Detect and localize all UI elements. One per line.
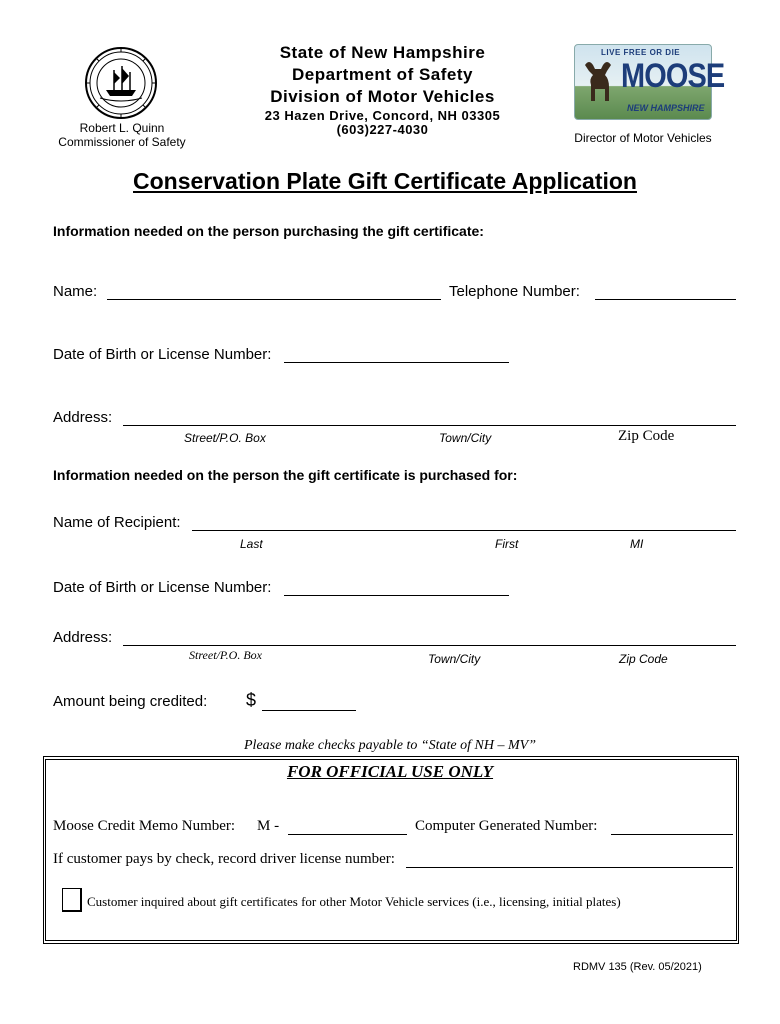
recipient-address-label: Address: xyxy=(53,629,113,646)
purchaser-zip-caption: Zip Code xyxy=(618,428,675,444)
recipient-name-label: Name of Recipient: xyxy=(53,514,181,531)
commissioner-title: Commissioner of Safety xyxy=(58,135,186,149)
purchaser-phone-field[interactable] xyxy=(595,299,736,300)
memo-label: Moose Credit Memo Number: xyxy=(53,818,236,834)
dollar-sign: $ xyxy=(246,690,257,710)
header-department: Department of Safety xyxy=(292,65,473,84)
moose-plate-image xyxy=(574,44,725,120)
plate-main-text: MOOSE xyxy=(621,57,725,95)
form-id: RDMV 135 (Rev. 05/2021) xyxy=(573,961,702,973)
purchaser-dob-field[interactable] xyxy=(284,362,509,363)
plate-bottom-text: NEW HAMPSHIRE xyxy=(627,103,705,113)
official-heading: FOR OFFICIAL USE ONLY xyxy=(286,762,494,781)
recipient-zip-caption: Zip Code xyxy=(619,652,668,666)
form-title: Conservation Plate Gift Certificate Application xyxy=(133,168,637,194)
moose-icon xyxy=(579,57,619,107)
recipient-heading: Information needed on the person the gift certificate is purchased for: xyxy=(53,467,518,483)
payable-note: Please make checks payable to “State of NH – MV” xyxy=(244,738,536,753)
purchaser-dob-label: Date of Birth or License Number: xyxy=(53,346,272,363)
memo-prefix: M - xyxy=(257,818,280,834)
purchaser-phone-label: Telephone Number: xyxy=(449,283,580,300)
inquiry-label: Customer inquired about gift certificates for other Motor Vehicle services (i.e., licensing, initial plates) xyxy=(87,894,621,909)
memo-number-field[interactable] xyxy=(288,834,407,835)
purchaser-heading: Information needed on the person purchasing the gift certificate: xyxy=(53,223,484,239)
inquiry-checkbox[interactable] xyxy=(62,888,82,912)
commissioner-name: Robert L. Quinn xyxy=(79,121,165,135)
purchaser-address-label: Address: xyxy=(53,409,113,426)
recipient-last-caption: Last xyxy=(240,537,263,551)
purchaser-name-field[interactable] xyxy=(107,299,441,300)
purchaser-street-caption: Street/P.O. Box xyxy=(184,431,266,445)
recipient-dob-label: Date of Birth or License Number: xyxy=(53,579,272,596)
recipient-address-field[interactable] xyxy=(123,645,736,646)
amount-label: Amount being credited: xyxy=(53,693,208,710)
header-division: Division of Motor Vehicles xyxy=(270,87,495,106)
recipient-street-caption: Street/P.O. Box xyxy=(189,648,262,662)
computer-number-field[interactable] xyxy=(611,834,733,835)
official-use-box xyxy=(43,756,739,944)
recipient-dob-field[interactable] xyxy=(284,595,509,596)
recipient-first-caption: First xyxy=(495,537,519,551)
director-title: Director of Motor Vehicles xyxy=(574,131,712,145)
purchaser-address-field[interactable] xyxy=(123,425,736,426)
seal-icon xyxy=(84,46,158,120)
header-state: State of New Hampshire xyxy=(279,43,486,62)
header-phone: (603)227-4030 xyxy=(336,122,429,137)
state-seal xyxy=(84,46,158,120)
check-license-label: If customer pays by check, record driver license number: xyxy=(53,851,395,867)
recipient-town-caption: Town/City xyxy=(428,652,481,666)
check-license-field[interactable] xyxy=(406,867,733,868)
recipient-mi-caption: MI xyxy=(630,537,644,551)
purchaser-town-caption: Town/City xyxy=(439,431,492,445)
recipient-name-field[interactable] xyxy=(192,530,736,531)
amount-field[interactable] xyxy=(262,710,356,711)
computer-number-label: Computer Generated Number: xyxy=(415,818,598,834)
header-address: 23 Hazen Drive, Concord, NH 03305 xyxy=(264,108,501,123)
plate-top-text: LIVE FREE OR DIE xyxy=(601,48,681,57)
purchaser-name-label: Name: xyxy=(53,283,98,300)
